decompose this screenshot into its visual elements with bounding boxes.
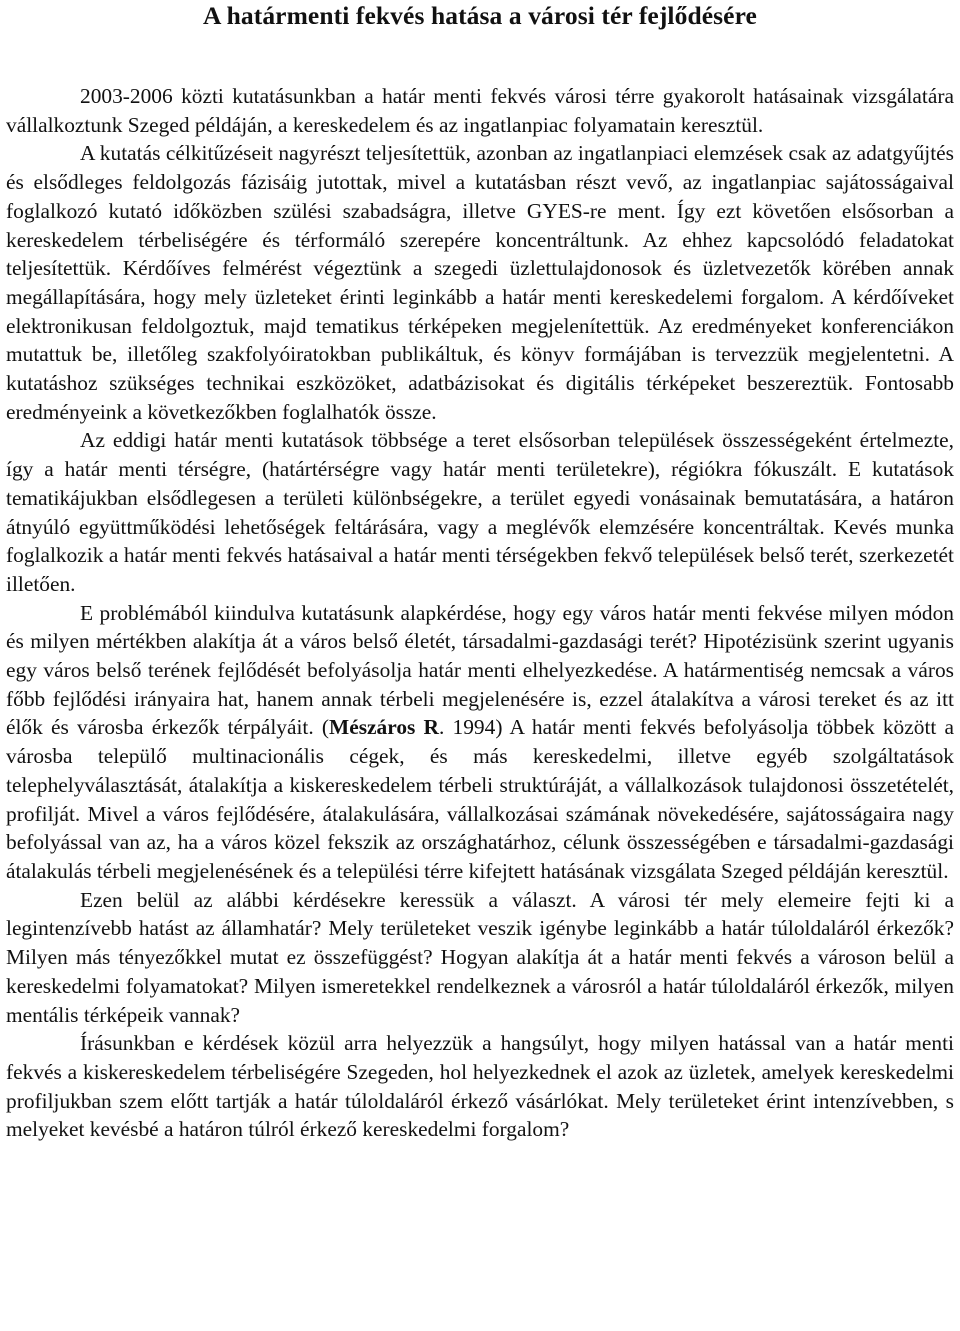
- citation-author: Mészáros R: [329, 715, 439, 740]
- paragraph-hypothesis: [6, 599, 954, 886]
- paragraph-hypothesis-text-after: . 1994) A határ menti fekvés befolyásolja többek között a városba települő multinacionális cégek, és más kereskedelmi, illetve egyéb szolgáltatások telephelyválasztását, átalakítja a kiskereskedelem térbeli struktúráját, a vállalkozások tulajdonosi összetételét, profilját. Mivel a város fejlődésére, átalakulására, vállalkozásai számának növekedésére, sajátosságaira nagy befolyással van az, ha a város közel fekszik az országhatárhoz, célunk összességében e társadalmi-gazdasági átalakulás térbeli megjelenésének és a települési térre kifejtett hatásának vizsgálata Szeged példáján keresztül.: [6, 715, 955, 883]
- paragraph-questions: Ezen belül az alábbi kérdésekre keressük a választ. A városi tér mely elemeire fejti ki a legintenzívebb hatást az államhatár? Mely területeket veszik igénybe leginkább a határ túloldaláról érkezők? Milyen más tényezőkkel mutat ez összefüggést? Hogyan alakítja át a határ menti fekvés a városon belül a kereskedelmi folyamatokat? Milyen ismeretekkel rendelkeznek a városról a határ túloldaláról érkezők, milyen mentális térképeik vannak?: [6, 887, 954, 1027]
- document-body: [6, 82, 954, 1144]
- paragraph-goals: A kutatás célkitűzéseit nagyrészt teljesítettük, azonban az ingatlanpiaci elemzések csak az adatgyűjtés és elsődleges feldolgozás fázisáig jutottak, mivel a kutatásban részt vevő, az ingatlanpiac sajátosságaival foglalkozó kutató időközben szülési szabadságra, illetve GYES-re ment. Így ezt követően elsősorban a kereskedelem térbeliségére és térformáló szerepére koncentráltunk. Az ehhez kapcsolódó feladatokat teljesítettük. Kérdőíves felmérést végeztünk a szegedi üzlettulajdonosok és üzletvezetők körében annak megállapítására, hogy mely üzleteket érinti leginkább a határ menti kereskedelemi forgalom. A kérdőíveket elektronikusan feldolgoztuk, majd tematikus térképeken megjelenítettük. Az eredményeket konferenciákon mutattuk be, illetőleg szakfolyóiratokban publikáltuk, és könyv formájában is tervezzük megjelentetni. A kutatáshoz szükséges technikai eszközöket, adatbázisokat és digitális térképeket beszereztük. Fontosabb eredményeink a következőkben foglalhatók össze.: [6, 141, 954, 424]
- paragraph-hypothesis-text-before: E problémából kiindulva kutatásunk alapkérdése, hogy egy város határ menti fekvése milyen módon és milyen mértékben alakítja át a város belső életét, társadalmi-gazdasági terét? Hipotézisünk szerint ugyanis egy város belső terének fejlődését befolyásolja határ menti elhelyezkedése. A határmentiség nemcsak a város főbb fejlődési irányaira hat, hanem annak térbeli megjelenésére is, ezzel átalakítva a városi tereket és az itt élők és városba érkezők térpályáit. (: [6, 600, 954, 740]
- paragraph-intro: 2003-2006 közti kutatásunkban a határ menti fekvés városi térre gyakorolt hatásainak vizsgálatára vállalkoztunk Szeged példáján, a kereskedelem és az ingatlanpiac folyamatain keresztül.: [6, 84, 954, 137]
- paragraph-focus: Írásunkban e kérdések közül arra helyezzük a hangsúlyt, hogy milyen hatással van a határ menti fekvés a kiskereskedelem térbeliségére Szegeden, hol helyezkednek el azok az üzletek, amelyek kereskedelmi profiljukban szem előtt tartják a határ túloldaláról érkező vásárlókat. Mely területeket érint intenzívebben, s melyeket kevésbé a határon túlról érkező kereskedelmi forgalom?: [6, 1031, 954, 1142]
- document-title: A határmenti fekvés hatása a városi tér fejlődésére: [203, 1, 757, 30]
- paragraph-prior-research: Az eddigi határ menti kutatások többsége a teret elsősorban települések összességeként értelmezte, így a határ menti térségre, (határtérségre vagy határ menti területekre), régiókra fókuszált. E kutatások tematikájukban elsődlegesen a területi különbségekre, a terület egyedi vonásainak bemutatására, a határon átnyúló együttműködési lehetőségek feltárására, vagy a meglévők elemzésére koncentráltak. Kevés munka foglalkozik a határ menti fekvés hatásaival a határ menti térségekben fekvő települések belső terét, szerkezetét illetően.: [6, 428, 954, 596]
